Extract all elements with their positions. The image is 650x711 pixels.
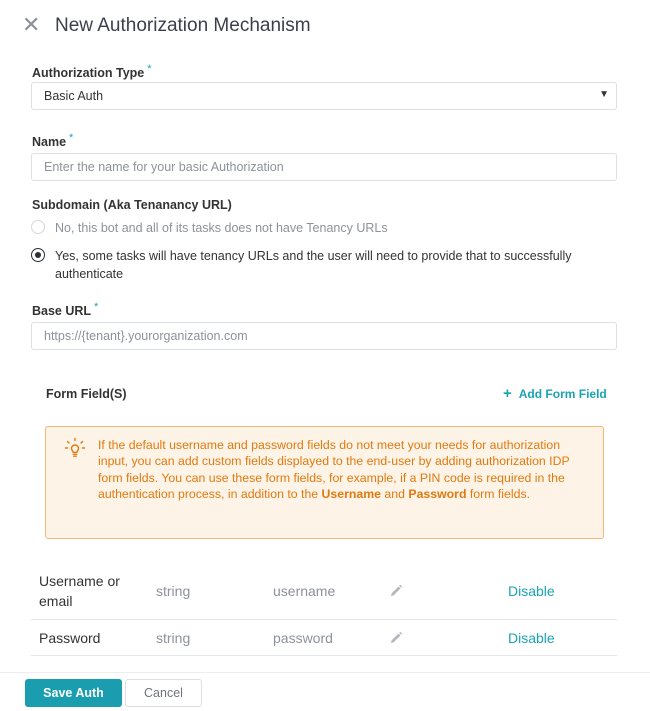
required-mark: * bbox=[147, 63, 152, 75]
notice-text-part: If the default username and password fields do not meet your needs for authorization input, you can add custom fields displayed to the end-user by adding authorization IDP form fields. You can use these form fields, for example, if a PIN code is required in the authentication process, in addition to the bbox=[98, 438, 570, 502]
info-notice bbox=[45, 426, 604, 539]
base-url-label bbox=[32, 299, 98, 319]
field-key: username bbox=[273, 583, 336, 599]
dialog-header bbox=[0, 0, 650, 50]
name-label-text: Name bbox=[32, 135, 67, 150]
field-key: password bbox=[273, 630, 333, 646]
disable-link[interactable]: Disable bbox=[508, 630, 555, 646]
add-form-field-button[interactable] bbox=[503, 387, 607, 401]
save-auth-button[interactable]: Save Auth bbox=[25, 679, 122, 707]
name-input[interactable] bbox=[31, 153, 617, 181]
authorization-type-value: Basic Auth bbox=[44, 89, 104, 103]
form-fields-title: Form Field(S) bbox=[46, 387, 127, 401]
field-type: string bbox=[156, 583, 191, 599]
lightbulb-icon bbox=[64, 437, 86, 459]
page-title: New Authorization Mechanism bbox=[55, 15, 311, 36]
subdomain-option-yes[interactable] bbox=[31, 247, 591, 283]
name-label bbox=[32, 130, 73, 150]
add-form-field-label: Add Form Field bbox=[518, 387, 607, 401]
required-mark: * bbox=[94, 301, 99, 313]
pencil-icon[interactable] bbox=[389, 631, 403, 645]
cancel-button[interactable]: Cancel bbox=[125, 679, 202, 707]
subdomain-option-yes-label: Yes, some tasks will have tenancy URLs and the user will need to provide that to successfully authenticate bbox=[55, 249, 572, 281]
radio-yes[interactable] bbox=[31, 248, 45, 262]
dialog-footer bbox=[0, 672, 650, 711]
notice-text-part: and bbox=[381, 487, 409, 502]
notice-text-part: form fields. bbox=[466, 487, 531, 502]
form-fields-table bbox=[31, 565, 617, 656]
notice-text bbox=[98, 437, 590, 503]
plus-icon: + bbox=[503, 385, 512, 402]
notice-username-bold: Username bbox=[321, 487, 382, 502]
field-type: string bbox=[156, 630, 191, 646]
required-mark: * bbox=[69, 132, 74, 144]
close-icon[interactable]: ✕ bbox=[22, 12, 41, 37]
base-url-label-text: Base URL bbox=[32, 304, 92, 319]
radio-no[interactable] bbox=[31, 220, 45, 234]
notice-password-bold: Password bbox=[408, 487, 467, 502]
authorization-type-label-text: Authorization Type bbox=[32, 66, 145, 81]
table-row bbox=[31, 620, 617, 656]
subdomain-option-no[interactable] bbox=[31, 219, 388, 237]
caret-down-icon: ▼ bbox=[599, 89, 609, 100]
field-name: Username or email bbox=[39, 573, 120, 609]
field-name: Password bbox=[39, 630, 101, 646]
pencil-icon[interactable] bbox=[389, 584, 403, 598]
authorization-type-select[interactable] bbox=[31, 82, 617, 110]
authorization-type-label bbox=[32, 61, 152, 81]
table-row bbox=[31, 565, 617, 620]
base-url-input[interactable] bbox=[31, 322, 617, 350]
subdomain-label: Subdomain (Aka Tenanancy URL) bbox=[32, 198, 232, 212]
subdomain-option-no-label: No, this bot and all of its tasks does not have Tenancy URLs bbox=[55, 221, 388, 235]
disable-link[interactable]: Disable bbox=[508, 583, 555, 599]
